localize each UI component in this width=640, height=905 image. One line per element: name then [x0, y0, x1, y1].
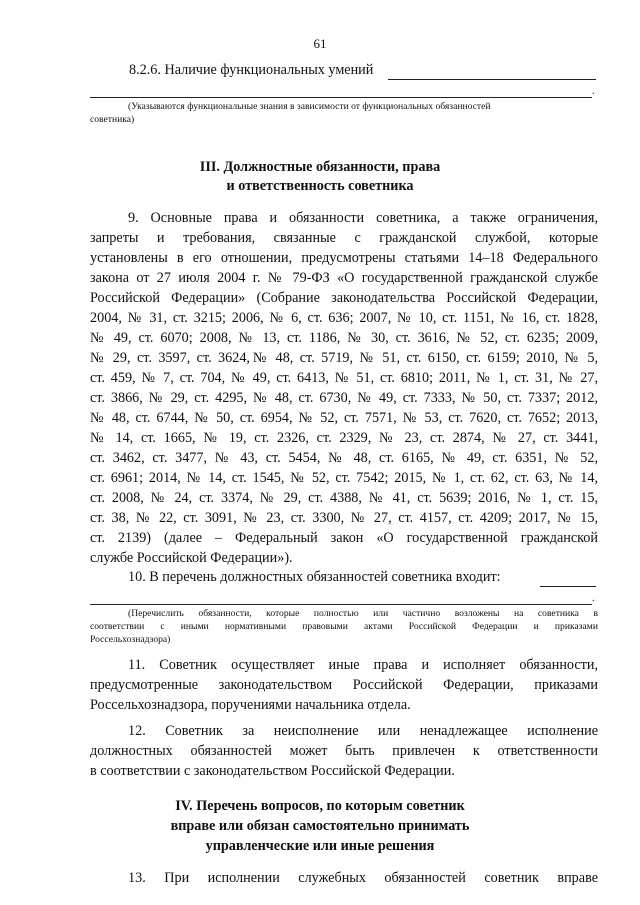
page-number: 61	[313, 36, 327, 51]
paragraph-line: 13. При исполнении служебных обязанностей советник вправе	[128, 870, 598, 886]
fill-in-line	[388, 79, 596, 80]
paragraph-line: ст. 2139) (далее – Федеральный закон «О государственной гражданской	[90, 530, 598, 546]
item-8-2-6-label: 8.2.6. Наличие функциональных умений	[129, 62, 374, 78]
paragraph-line: в соответствии с законодательством Российской Федерации.	[90, 763, 455, 779]
item-10-label: 10. В перечень должностных обязанностей советника входит:	[128, 569, 501, 585]
instruction-note: советника)	[90, 114, 135, 125]
paragraph-line: запреты и требования, связанные с гражданской службой, которые	[90, 230, 598, 246]
paragraph-line: 9. Основные права и обязанности советника, а также ограничения,	[128, 210, 598, 226]
paragraph-line: № 14, ст. 1665, № 19, ст. 2326, ст. 2329, № 23, ст. 2874, № 27, ст. 3441,	[90, 430, 598, 446]
paragraph-line: ст. 3866, № 29, ст. 4295, № 48, ст. 6730, № 49, ст. 7333, № 50, ст. 7337; 2012,	[90, 390, 598, 406]
instruction-note: (Указываются функциональные знания в зависимости от функциональных обязанностей	[128, 101, 491, 112]
fill-in-line	[90, 604, 592, 605]
fill-in-line	[540, 586, 596, 587]
paragraph-line: должностных обязанностей может быть привлечен к ответственности	[90, 743, 598, 759]
line-end-dot: .	[592, 86, 595, 97]
fill-in-line	[90, 97, 592, 98]
line-end-dot: .	[592, 593, 595, 604]
instruction-note: (Перечислить обязанности, которые полностью или частично возложены на советника в	[128, 608, 598, 619]
paragraph-line: 11. Советник осуществляет иные права и исполняет обязанности,	[128, 657, 598, 673]
section-heading: и ответственность советника	[226, 178, 414, 194]
instruction-note: Россельхознадзора)	[90, 634, 171, 645]
section-heading: IV. Перечень вопросов, по которым советник	[175, 798, 465, 814]
paragraph-line: № 48, ст. 6744, № 50, ст. 6954, № 52, ст. 7571, № 53, ст. 7620, ст. 7652; 2013,	[90, 410, 598, 426]
instruction-note: соответствии с иными нормативными правовыми актами Российской Федерации и приказами	[90, 621, 598, 632]
paragraph-line: 2004, № 31, ст. 3215; 2006, № 6, ст. 636; 2007, № 10, ст. 1151, № 16, ст. 1828,	[90, 310, 598, 326]
paragraph-line: Российской Федерации» (Собрание законодательства Российской Федерации,	[90, 290, 598, 306]
paragraph-line: № 49, ст. 6070; 2008, № 13, ст. 1186, № 30, ст. 3616, № 52, ст. 6235; 2009,	[90, 330, 598, 346]
paragraph-line: 12. Советник за неисполнение или ненадлежащее исполнение	[128, 723, 598, 739]
paragraph-line: № 29, ст. 3597, ст. 3624,№ 48, ст. 5719, № 51, ст. 6150, ст. 6159; 2010, № 5,	[90, 350, 598, 366]
paragraph-line: закона от 27 июля 2004 г. № 79-ФЗ «О государственной гражданской службе	[90, 270, 598, 286]
paragraph-line: предусмотренные законодательством Российской Федерации, приказами	[90, 677, 598, 693]
paragraph-line: ст. 38, № 22, ст. 3091, № 23, ст. 3300, № 27, ст. 4157, ст. 4209; 2017, № 15,	[90, 510, 598, 526]
paragraph-line: ст. 3462, ст. 3477, № 43, ст. 5454, № 48, ст. 6165, № 49, ст. 6351, № 52,	[90, 450, 598, 466]
paragraph-line: Россельхознадзора, поручениями начальника отдела.	[90, 697, 411, 713]
section-heading: управленческие или иные решения	[205, 838, 435, 854]
section-heading: III. Должностные обязанности, права	[199, 159, 441, 175]
paragraph-line: ст. 2008, № 24, ст. 3374, № 29, ст. 4388, № 41, ст. 5639; 2016, № 1, ст. 15,	[90, 490, 598, 506]
section-heading: вправе или обязан самостоятельно принимать	[170, 818, 470, 834]
paragraph-line: установлены в его отношении, предусмотрены статьями 14–18 Федерального	[90, 250, 598, 266]
paragraph-line: службе Российской Федерации»).	[90, 550, 293, 566]
paragraph-line: ст. 459, № 7, ст. 704, № 49, ст. 6413, № 51, ст. 6810; 2011, № 1, ст. 31, № 27,	[90, 370, 598, 386]
paragraph-line: ст. 6961; 2014, № 14, ст. 1545, № 52, ст. 7542; 2015, № 1, ст. 62, ст. 63, № 14,	[90, 470, 598, 486]
